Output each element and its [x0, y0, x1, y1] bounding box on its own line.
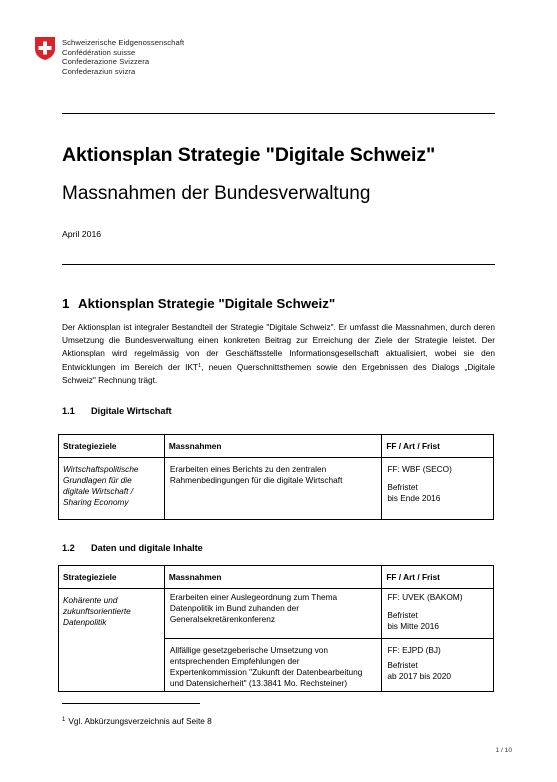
header-ff: FF / Art / Frist: [382, 435, 494, 458]
ff-cell: [382, 639, 494, 692]
measure-cell: Allfällige gesetzgeberische Umsetzung von entsprechenden Empfehlungen der Expertenkommission "Zukunft der Datenbearbeitung und Datensicherheit" (13.3841 Mo. Rechsteiner): [164, 639, 381, 692]
subsection-heading: [62, 406, 172, 416]
section-number: 1: [62, 296, 70, 311]
footnote-text: Vgl. Abkürzungsverzeichnis auf Seite 8: [68, 716, 212, 726]
header-goals: Strategieziele: [59, 566, 165, 589]
subsection-title: Digitale Wirtschaft: [91, 406, 172, 416]
document-date: April 2016: [62, 229, 102, 239]
title-bottom-rule: [62, 264, 495, 265]
page-number: 1 / 10: [495, 747, 512, 754]
intro-paragraph: [62, 321, 495, 387]
ff-cell: [382, 589, 494, 639]
measures-table-data-content: [58, 565, 494, 692]
subsection-title: Daten und digitale Inhalte: [91, 543, 203, 553]
ff-deadline: ab 2017 bis 2020: [387, 671, 451, 681]
document-title: Aktionsplan Strategie "Digitale Schweiz": [62, 144, 436, 166]
footnote-marker: 1: [62, 717, 66, 723]
subsection-number: 1.2: [62, 543, 75, 553]
swiss-coat-of-arms-icon: [34, 36, 56, 61]
table-header-row: [59, 566, 494, 589]
org-line: Confederaziun svizra: [62, 67, 136, 77]
org-line: Confederazione Svizzera: [62, 57, 150, 67]
subsection-number: 1.1: [62, 406, 75, 416]
document-subtitle: Massnahmen der Bundesverwaltung: [62, 183, 371, 204]
ff-type: Befristet: [387, 610, 418, 620]
ff-cell: [382, 458, 494, 520]
subsection-heading: [62, 543, 203, 553]
footnote-separator: [62, 703, 200, 704]
footnote-reference[interactable]: 1: [198, 363, 202, 369]
ff-deadline: bis Mitte 2016: [387, 621, 439, 631]
ff-type: Befristet: [387, 482, 418, 492]
header-goals: Strategieziele: [59, 435, 165, 458]
goal-cell: Wirtschaftspolitische Grundlagen für die digitale Wirtschaft / Sharing Economy: [59, 458, 165, 520]
org-line: Schweizerische Eidgenossenschaft: [62, 38, 185, 47]
intro-text-continued: , neuen Querschnittsthemen sowie den Ergebnissen des Dialogs „Digitale Schweiz" Rechnung trägt.: [62, 362, 495, 385]
header-ff: FF / Art / Frist: [382, 566, 494, 589]
table-row: [59, 589, 494, 639]
ff-responsible: FF: EJPD (BJ): [387, 645, 441, 655]
table-header-row: [59, 435, 494, 458]
goal-cell: Kohärente und zukunftsorientierte Datenpolitik: [59, 589, 165, 692]
table-row: [59, 458, 494, 520]
measure-cell: Erarbeiten einer Auslegeordnung zum Thema Datenpolitik im Bund zuhanden der Generalsekretärenkonferenz: [164, 589, 381, 639]
header-measures: Massnahmen: [164, 566, 381, 589]
intro-text: Der Aktionsplan ist integraler Bestandteil der Strategie "Digitale Schweiz". Er umfasst die Massnahmen, durch deren Umsetzung die Bundesverwaltung einen konkreten Beitrag zur Erreichung der Ziele der Strategie leistet. Der Aktionsplan wird regelmässig von der Geschäftsstelle Informationsgesellschaft aktualisiert, wobei sie den Entwicklungen im Bereich der IKT: [62, 322, 495, 372]
ff-type: Befristet: [387, 660, 418, 670]
ff-responsible: FF: WBF (SECO): [387, 464, 452, 474]
section-heading: [62, 296, 335, 311]
organization-names: [62, 38, 184, 77]
ff-responsible: FF: UVEK (BAKOM): [387, 592, 463, 602]
section-title: Aktionsplan Strategie "Digitale Schweiz": [78, 296, 336, 311]
ff-deadline: bis Ende 2016: [387, 493, 441, 503]
header-measures: Massnahmen: [164, 435, 381, 458]
measures-table-digital-economy: [58, 434, 494, 520]
measure-cell: Erarbeiten eines Berichts zu den zentralen Rahmenbedingungen für die digitale Wirtschaft: [164, 458, 381, 520]
org-line: Confédération suisse: [62, 47, 136, 57]
title-top-rule: [62, 113, 495, 114]
footnote: [62, 716, 212, 726]
